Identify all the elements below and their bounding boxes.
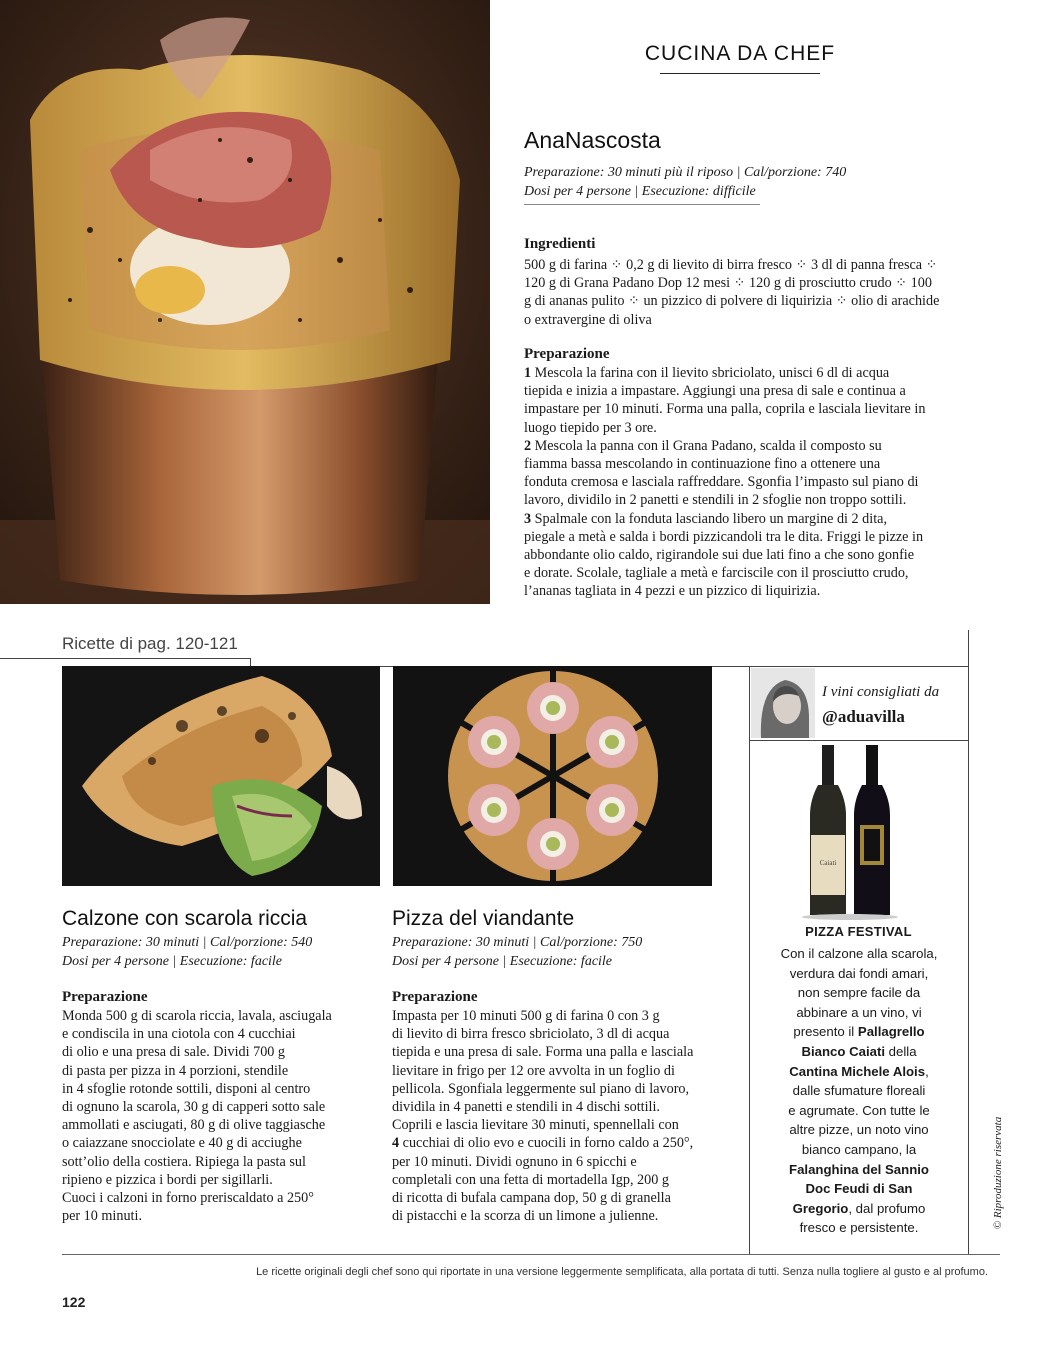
lower-rule — [250, 658, 251, 666]
text-line: pellicola. Sgonfiala leggermente sul piano di lavoro, — [392, 1080, 690, 1097]
page-number: 122 — [62, 1294, 86, 1310]
text-line: 120 g di Grana Padano Dop 12 mesi ⁘ 120 g di prosciutto crudo ⁘ 100 — [524, 275, 932, 292]
text-line: e condiscila in una ciotola con 4 cucchiai — [62, 1026, 296, 1043]
meta-line: Dosi per 4 persone | Esecuzione: difficile — [524, 184, 756, 199]
text-line: piegale a metà e salda i bordi pizzicandoli tra le dita. Friggi le pizze in — [524, 528, 924, 545]
text-line: g di ananas pulito ⁘ un pizzico di polvere di liquirizia ⁘ olio di arachide — [524, 293, 940, 310]
text-line: e dorate. Scolale, tagliale a metà e farciscile con il prosciutto crudo, — [524, 565, 909, 582]
recipe-meta-pizza — [392, 933, 712, 971]
text-line: tiepida e una presa di sale. Forma una palla e lasciala — [392, 1044, 694, 1061]
preparation-text — [524, 364, 969, 601]
caption-line: fresco e persistente. — [799, 1220, 919, 1236]
text-line: di lievito di birra fresco sbriciolato, 3 dl di acqua — [392, 1026, 670, 1043]
text-line: o extravergine di oliva — [524, 311, 652, 328]
wine-caption — [759, 944, 959, 1238]
text-line: lavoro, dividilo in 2 panetti e stendili in 2 sfoglie non troppo sottili. — [524, 492, 907, 509]
text-line: di ricotta di bufala campana dop, 50 g di granella — [392, 1190, 671, 1207]
meta-line: Dosi per 4 persone | Esecuzione: facile — [392, 954, 613, 969]
text-line: fiamma bassa mescolando in continuazione fino a ottenere una — [524, 456, 881, 473]
preparation-heading: Preparazione — [392, 989, 478, 1005]
text-line: impastare per 10 minuti. Forma una palla, coprila e lasciala lievitare in — [524, 401, 926, 418]
caption-line: altre pizze, un noto vino — [789, 1122, 929, 1138]
copyright-credit — [984, 1093, 1004, 1257]
hero-photo-ananascosta — [0, 0, 490, 604]
wine-intro: I vini consigliati da — [822, 684, 940, 700]
text-line: in 4 sfoglie rotonde sottili, disponi al centro — [62, 1080, 311, 1097]
caption-line: dalle sfumature floreali — [792, 1083, 926, 1099]
caption-line: Doc Feudi di San — [805, 1181, 913, 1197]
wine-caption-heading: PIZZA FESTIVAL — [805, 924, 912, 939]
wine-box-border — [968, 630, 969, 1254]
text-line: di ognuno la scarola, 30 g di capperi sotto sale — [62, 1099, 326, 1116]
caption-line: verdura dai fondi amari, — [789, 965, 929, 981]
recipe-meta-ananascosta — [524, 163, 944, 201]
lower-rule — [0, 658, 250, 659]
text-line: 2 Mescola la panna con il Grana Padano, scalda il composto su — [524, 437, 882, 454]
photo-pizza — [393, 666, 712, 886]
text-line: l’ananas tagliata in 4 pezzi e un pizzico di liquirizia. — [524, 583, 821, 600]
caption-line: Falanghina del Sannio — [789, 1161, 929, 1177]
text-line: sott’olio della costiera. Ripiega la pasta sul — [62, 1153, 306, 1170]
text-line: fonduta cremosa e lasciala raffreddare. Sgonfia l’impasto sul piano di — [524, 474, 919, 491]
meta-line: Preparazione: 30 minuti più il riposo | Cal/porzione: 740 — [524, 165, 847, 180]
recipe-title-calzone: Calzone con scarola riccia — [62, 907, 308, 930]
preparation-heading: Preparazione — [524, 346, 610, 362]
text-line: dividila in 4 panetti e stendili in 4 dischi sottili. — [392, 1099, 660, 1116]
wine-box-divider — [749, 740, 968, 741]
copyright-text: © Riproduzione riservata — [992, 1116, 1004, 1230]
caption-line: Con il calzone alla scarola, — [780, 946, 938, 961]
caption-line: Gregorio, dal profumo — [792, 1200, 926, 1216]
text-line: ammollati e asciugati, 80 g di olive taggiasche — [62, 1117, 326, 1134]
caption-line: Bianco Caiati della — [801, 1043, 917, 1059]
caption-line: bianco campano, la — [801, 1141, 917, 1157]
photo-calzone-art — [62, 666, 380, 886]
caption-line: e agrumate. Con tutte le — [788, 1102, 930, 1118]
text-line: 500 g di farina ⁘ 0,2 g di lievito di birra fresco ⁘ 3 dl di panna fresca ⁘ — [524, 257, 938, 273]
text-line: di olio e una presa di sale. Dividi 700 g — [62, 1044, 286, 1061]
recipe-meta-calzone — [62, 933, 382, 971]
caption-line: non sempre facile da — [797, 985, 921, 1001]
caption-line: Cantina Michele Alois, — [789, 1063, 929, 1079]
recipe-title-pizza: Pizza del viandante — [392, 907, 575, 930]
photo-calzone — [62, 666, 380, 886]
ingredients-list — [524, 256, 969, 329]
text-line: Cuoci i calzoni in forno preriscaldato a 250° — [62, 1190, 314, 1207]
hero-photo-art — [0, 0, 490, 604]
text-line: ripieno e pizzica i bordi per sigillarli. — [62, 1171, 273, 1188]
wine-author-handle: @aduavilla — [822, 707, 905, 726]
text-line: o caiazzane snocciolate e 40 g di acciughe — [62, 1135, 302, 1152]
caption-line: abbinare a un vino, vi — [796, 1004, 922, 1020]
text-line: per 10 minuti. Dividi ognuno in 6 spicchi e — [392, 1153, 637, 1170]
text-line: tiepida e inizia a impastare. Aggiungi una presa di sale e continua a — [524, 383, 906, 400]
photo-pizza-art — [393, 666, 712, 886]
meta-divider — [524, 204, 760, 205]
text-line: luogo tiepido per 3 ore. — [524, 419, 657, 436]
preparation-text-calzone — [62, 1007, 382, 1225]
section-title: CUCINA DA CHEF — [644, 42, 836, 65]
text-line: lievitare in frigo per 12 ore avvolta in un foglio di — [392, 1062, 675, 1079]
text-line: Monda 500 g di scarola riccia, lavala, asciugala — [62, 1008, 332, 1024]
ingredients-heading: Ingredienti — [524, 236, 596, 252]
text-line: 4 cucchiai di olio evo e cuocili in forno caldo a 250°, — [392, 1135, 694, 1152]
wine-bottles — [790, 745, 910, 920]
preparation-heading: Preparazione — [62, 989, 148, 1005]
lower-section-title: Ricette di pag. 120-121 — [62, 634, 238, 653]
bottle-label: Caiati — [819, 859, 837, 867]
text-line: Coprili e lascia lievitare 30 minuti, spennellali con — [392, 1117, 679, 1134]
footer-note: Le ricette originali degli chef sono qui riportate in una versione leggermente semplificata, alla portata di tutti. Senza nulla togliere al gusto e al profumo. — [256, 1266, 988, 1278]
meta-line: Preparazione: 30 minuti | Cal/porzione: 750 — [392, 935, 643, 950]
avatar-portrait — [751, 668, 815, 738]
meta-line: Preparazione: 30 minuti | Cal/porzione: 540 — [62, 935, 313, 950]
text-line: completali con una fetta di mortadella Igp, 200 g — [392, 1171, 669, 1188]
section-title-underline — [660, 73, 820, 74]
text-line: per 10 minuti. — [62, 1208, 142, 1225]
text-line: 1 Mescola la farina con il lievito sbriciolato, unisci 6 dl di acqua — [524, 365, 890, 381]
meta-line: Dosi per 4 persone | Esecuzione: facile — [62, 954, 283, 969]
footer-rule — [62, 1254, 1000, 1255]
text-line: di pistacchi e la scorza di un limone a julienne. — [392, 1208, 659, 1225]
caption-line: presento il Pallagrello — [793, 1024, 925, 1040]
avatar — [751, 668, 815, 738]
text-line: abbondante olio caldo, rigirandole sui due lati fino a che sono gonfie — [524, 547, 915, 564]
text-line: Impasta per 10 minuti 500 g di farina 0 con 3 g — [392, 1008, 660, 1024]
preparation-text-pizza — [392, 1007, 722, 1225]
text-line: 3 Spalmale con la fonduta lasciando libero un margine di 2 dita, — [524, 510, 888, 527]
text-line: di pasta per pizza in 4 porzioni, stendile — [62, 1062, 289, 1079]
recipe-title-ananascosta: AnaNascosta — [524, 127, 661, 153]
wine-bottles-art — [790, 745, 910, 920]
